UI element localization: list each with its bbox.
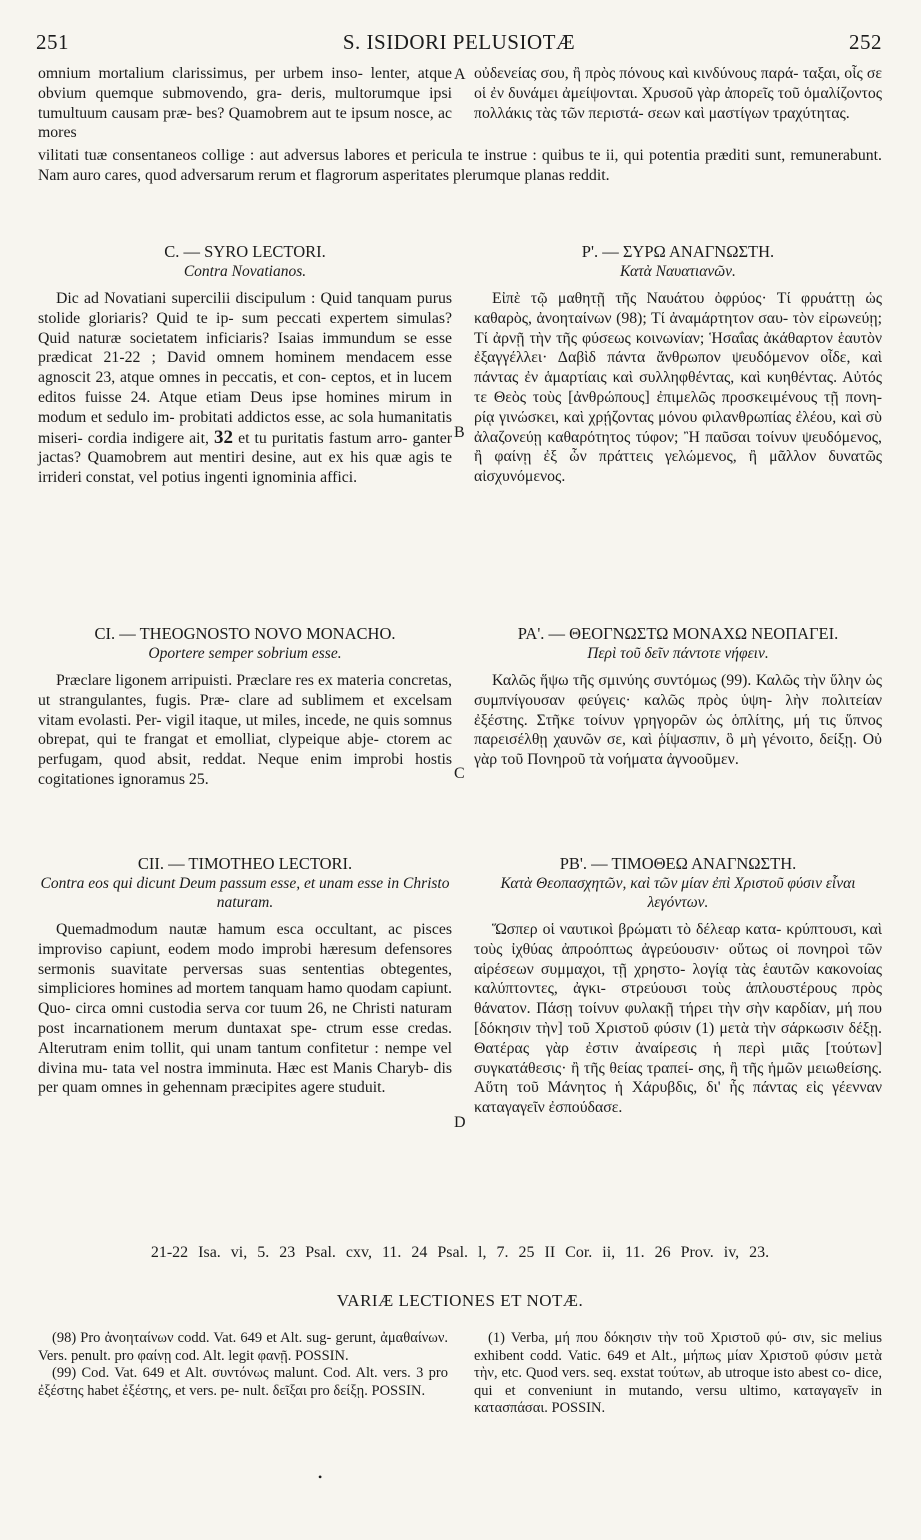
- note-99: (99) Cod. Vat. 649 et Alt. συντόνως malunt. Cod. Alt. vers. 3 pro ἐξέστης habet ἐξέστης, et vers. pe- nult. δεῖξαι pro δείξῃ. POSSIN.: [38, 1365, 448, 1399]
- note-1: (1) Verba, μή που δόκησιν τὴν τοῦ Χριστοῦ φύ- σιν, sic melius exhibent codd. Vatic. 649 et Alt., μήπως μίαν Χριστοῦ φύσιν μετὰ τὴν, etc. Quod vers. seq. exstat τούτων, ab utroque isto abest co- dice, qui et conveniunt in mutando, versu ultimo, καταγαγεῖν in κατασπάσαι. POSSIN.: [474, 1330, 882, 1416]
- letter-100-greek-heading: Ρ'. — ΣΥΡΩ ΑΝΑΓΝΩΣΤΗ.: [581, 242, 775, 261]
- letter-101-latin: [38, 624, 452, 790]
- letter-100-latin: [38, 242, 452, 488]
- letter-100-latin-text-b: et tu puritatis fastum arro- ganter jactas? Quamobrem aut mentiri desine, aut ex his quæ agis te irrideri constat, vel potius ingenti ignominia affici.: [38, 429, 453, 487]
- letter-100-latin-subtitle: Contra Novatianos.: [183, 263, 307, 280]
- margin-letter-b: B: [454, 424, 465, 441]
- margin-letter-d: D: [454, 1114, 466, 1131]
- letter-102-greek-heading: ΡΒ'. — ΤΙΜΟΘΕΩ ΑΝΑΓΝΩΣΤΗ.: [559, 854, 797, 873]
- letter-101-greek-heading: ΡΑ'. — ΘΕΟΓΝΩΣΤΩ ΜΟΝΑΧΩ ΝΕΟΠΑΓΕΙ.: [517, 624, 839, 643]
- column-number: 32: [213, 426, 233, 448]
- margin-letter-c: C: [454, 765, 465, 782]
- note-98: (98) Pro ἀνοηταίνων codd. Vat. 649 et Alt. sug- gerunt, ἀμαθαίνων. Vers. penult. pro φαίνῃ cod. Alt. legit φανῇ. POSSIN.: [38, 1330, 448, 1364]
- letter-101-latin-heading: CI. — THEOGNOSTO NOVO MONACHO.: [94, 624, 396, 643]
- page-number-right: 252: [849, 30, 882, 54]
- letter-101-greek: [474, 624, 882, 770]
- margin-letter-a: A: [454, 66, 466, 83]
- notes-left: [38, 1330, 448, 1400]
- notes-right: [474, 1330, 882, 1418]
- page-number-left: 251: [36, 30, 69, 54]
- decorative-dot: •: [318, 1470, 323, 1484]
- letter-101-greek-text: Καλῶς ἥψω τῆς σμινύης συντόμως (99). Καλῶς τὴν ὕλην ὡς συμπνίγουσαν φεύγεις· καλῶς πρὸς ὑψη- λὴν πολιτείαν ἐξέστης. Στῆκε τοίνυν γρηγορῶν ὡς ὁπλίτης, μή τις ὕπνος παρεισέλθῃ χαυνῶν σε, καὶ ῥίψασπιν, ὃ μὴ γένοιτο, δείξῃ. Οὐ γὰρ τοῦ Πονηροῦ τὰ νοήματα ἀγνοοῦμεν.: [474, 672, 882, 769]
- letter-100-greek: [474, 242, 882, 487]
- intro-latin-full: vilitati tuæ consentaneos collige : aut adversus labores et pericula te instrue : quibus te ii, qui potentia præditi sunt, remunerabunt. Nam auro cares, quod adversarum rerum et flagrorum asperitates plerumque planas reddit.: [38, 147, 882, 184]
- letter-101-greek-subtitle: Περὶ τοῦ δεῖν πάντοτε νήφειν.: [587, 645, 769, 662]
- letter-100-latin-text-a: Dic ad Novatiani supercilii discipulum : Quid tanquam purus stolide gloriaris? Quid te ip- sum peccati expertem simulas? Quid naturæ societatem inficiaris? Isaias immundum se esse prædicat 21-22 ; David omnem hominem mendacem esse agnoscit 23, atque omnes in peccatis, et con- ceptos, et in lucem editos fuisse 24. Atque etiam Deus ipse homines mirum in modum et sedulo im- probitati addictos esse, ac sola humanitatis miseri- cordia indigere ait,: [38, 290, 452, 447]
- letter-100-greek-subtitle: Κατὰ Ναυατιανῶν.: [620, 263, 736, 280]
- running-header: [36, 30, 882, 56]
- letter-101-latin-text: Præclare ligonem arripuisti. Præclare res ex materia concretas, ut strangulantes, fugis. Præ- clare ad sublimem et excelsam vitam evolasti. Per- vigil itaque, ut miles, incede, ne quis somnus obrepat, qui te frangat et emolliat, clypeique abje- ctorem ac perfugam, quod absit, reddat. Neque enim improbi hostis cogitationes ignoramus 25.: [38, 672, 452, 788]
- letter-100-greek-text: Εἰπὲ τῷ μαθητῇ τῆς Ναυάτου ὀφρύος· Τί φρυάττῃ ὡς καθαρὸς, ἀνοηταίνων (98); Τί ἀναμάρτητον σαυ- τὸν εἰρωνεύῃ; Τί ἀρνῇ τὴν τῆς φύσεως κοινωνίαν; Ἡσαΐας ἀκάθαρτον ἑαυτὸν ἐξαγγέλλει· Δαβὶδ πάντα ἄνθρωπον ψευδόμενον οἶδε, καὶ πάντας ἐν ἁμαρτίαις καὶ συλληφθέντας, καὶ κυηθέντας. Αὐτός τε Θεὸς τοὺς [ἀνθρώπους] ἐπιμελῶς προσκειμένους τῇ πονη- ρίᾳ γινώσκει, καὶ χρῄζοντας μόνου φιλανθρωπίας ἐλέου, καὶ σὺ ἀλαζονεύῃ καθαρότητος τύφον; Ἢ παῦσαι τοίνυν ψευδόμενος, ἢ φαίνῃ ἐξ ὧν πράττεις γελώμενος, ἢ μᾶλλον δυνατῶς αἰσχυνόμενος.: [474, 290, 882, 486]
- page-title: S. ISIDORI PELUSIOTÆ: [342, 30, 576, 54]
- letter-102-latin-text: Quemadmodum nautæ hamum esca occultant, ac pisces improviso capiunt, eodem modo improbi hæresum defensores sermonis suavitate perversas suas sententias obtegentes, simpliciores homines ad mortem tanquam hamo quodam capiunt. Quo- circa omni custodia serva cor tuum 26, ne Christi naturam post incarnationem merum duntaxat spe- ctrum esse credas. Alterutram enim tollit, qui unam tantum confitetur : nempe vel divina mu- tata vel nostra imminuta. Hæc est Manis Charyb- dis per quam omnes in gehennam præcipites agere studuit.: [38, 921, 452, 1097]
- intro-latin: omnium mortalium clarissimus, per urbem inso- lenter, atque obvium quemque submovendo, gra- deris, multorumque ipsi tumultuum causam præ- bes? Quamobrem aut te ipsum nosce, ac mores: [38, 65, 452, 142]
- letter-102-greek: [474, 854, 882, 1118]
- letter-102-greek-subtitle: Κατὰ Θεοπασχητῶν, καὶ τῶν μίαν ἐπὶ Χριστοῦ φύσιν εἶναι λεγόντων.: [500, 875, 856, 911]
- letter-100-latin-heading: C. — SYRO LECTORI.: [164, 242, 326, 261]
- letter-102-latin-heading: CII. — TIMOTHEO LECTORI.: [137, 854, 353, 873]
- letter-102-latin-subtitle: Contra eos qui dicunt Deum passum esse, et unam esse in Christo naturam.: [40, 875, 450, 911]
- letter-102-latin: [38, 854, 452, 1098]
- letter-101-latin-subtitle: Oportere semper sobrium esse.: [148, 645, 342, 662]
- letter-100-latin-text: [38, 289, 452, 488]
- intro-greek: οὐδενείας σου, ἢ πρὸς πόνους καὶ κινδύνους παρά- ταξαι, οἷς σε οἱ ἐν δυνάμει ἀμείψονται. Χρυσοῦ γὰρ ἀπορεῖς τοῦ ὁμαλίζοντος πολλάκις τὰς τῶν περιστά- σεων καὶ μαστίγων τραχύτητας.: [474, 65, 882, 122]
- scripture-references: 21-22 Isa. vi, 5. 23 Psal. cxv, 11. 24 Psal. l, 7. 25 II Cor. ii, 11. 26 Prov. iv, 23.: [150, 1244, 770, 1261]
- notes-title: VARIÆ LECTIONES ET NOTÆ.: [336, 1291, 584, 1310]
- letter-102-greek-text: Ὥσπερ οἱ ναυτικοὶ βρώματι τὸ δέλεαρ κατα- κρύπτουσι, καὶ τοὺς ἰχθύας ἀπροόπτως ἀγρεύουσιν· οὕτως οἱ πονηροὶ τῶν αἱρέσεων συμμαχοι, τῇ χρηστο- λογίᾳ τὰς ἑαυτῶν κακονοίας καλύπτοντες, ἀγκι- στρεύουσι τοὺς ἁπλουστέρους πρὸς θάνατον. Πάσῃ τοίνυν φυλακῇ τήρει τὴν σὴν καρδίαν, μή που [δόκησιν τὴν] τοῦ Χριστοῦ φύσιν (1) μετὰ τὴν σάρκωσιν δέξῃ. Θατέρας γὰρ ἐστιν ἀναίρεσις ἡ περὶ μιᾶς [τούτων] συγκατάθεσις· ἢ τῆς θείας τραπεί- σης, ἢ τῆς ἡμῶν μειωθείσης. Αὕτη τοῦ Μάνητος ἡ Χάρυβδις, δι' ἧς πάντας εἰς γέενναν καταγαγεῖν ἐσπούδασε.: [474, 921, 882, 1117]
